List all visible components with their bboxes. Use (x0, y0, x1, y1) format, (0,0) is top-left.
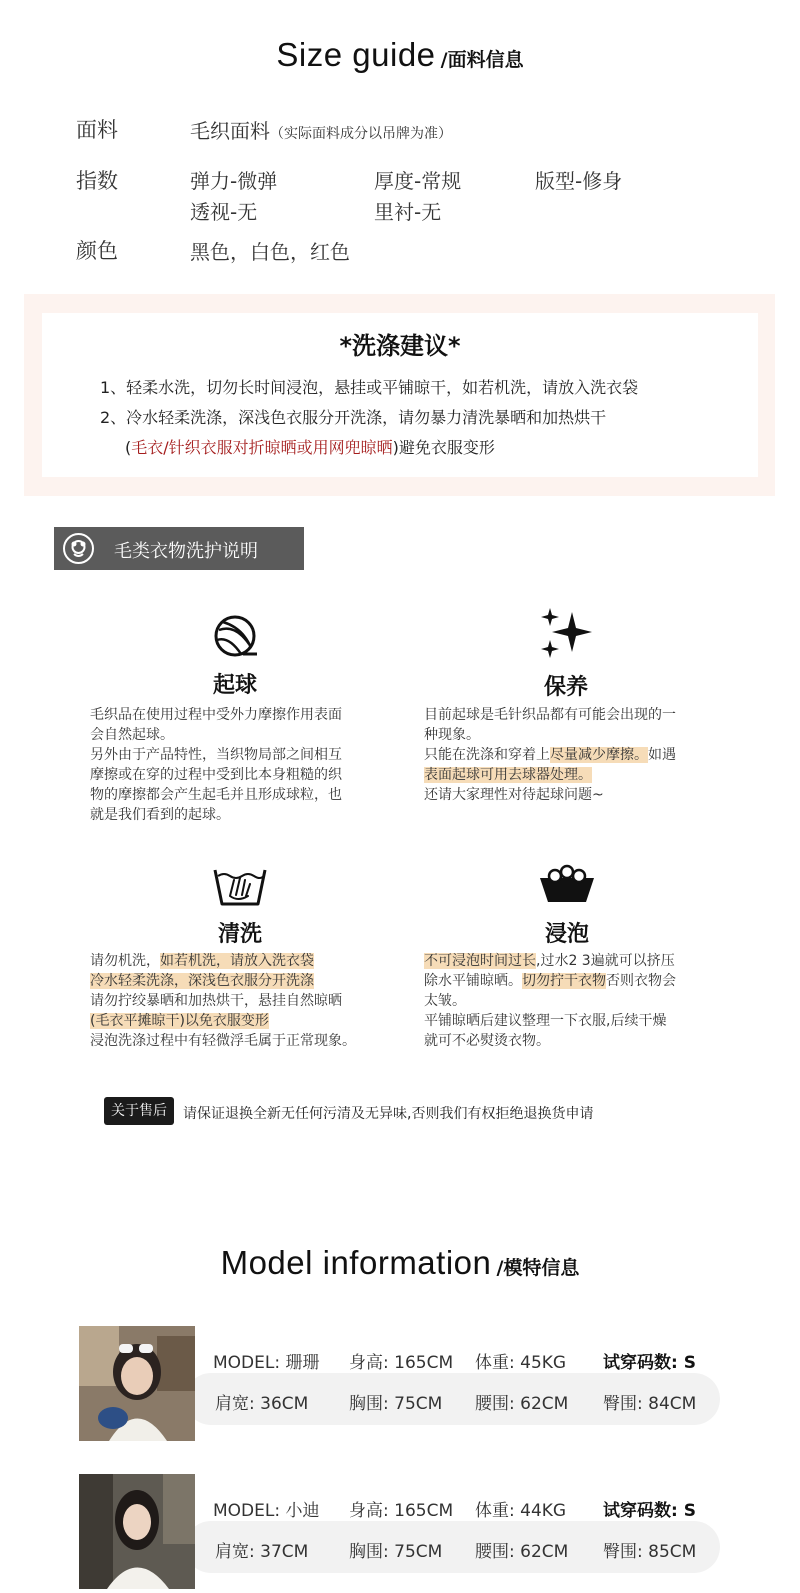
soaking-line: 平铺晾晒后建议整理一下衣服,后续干燥 (424, 1013, 667, 1029)
thickness-value: 厚度-常规 (374, 169, 462, 193)
model-1-weight: 体重: 45KG (475, 1353, 567, 1373)
pilling-heading: 起球 (212, 673, 257, 698)
care-banner-label: 毛类衣物洗护说明 (114, 541, 258, 562)
soaking-line: 就可不必熨烫衣物。 (424, 1033, 550, 1049)
material-value (190, 115, 452, 144)
elasticity-value: 弹力-微弹 (190, 169, 278, 193)
model-1-name: MODEL: 珊珊 (213, 1353, 320, 1373)
model-2-chest: 胸围: 75CM (349, 1542, 443, 1562)
soaking-line (424, 951, 724, 971)
model-2-shoulder: 肩宽: 37CM (215, 1542, 309, 1562)
model-2-hip: 臀围: 85CM (603, 1542, 697, 1562)
washing-care-line: 浸泡洗涤过程中有轻微浮毛属于正常现象。 (90, 1033, 356, 1049)
after-sales-text: 请保证退换全新无任何污清及无异味,否则我们有权拒绝退换货申请 (183, 1106, 594, 1122)
sheep-icon (63, 533, 94, 564)
maintenance-line (424, 765, 724, 785)
index-label: 指数 (76, 169, 118, 193)
washing-title: *洗涤建议* (339, 332, 461, 360)
pilling-line: 物的摩擦都会产生起毛并且形成球粒，也 (90, 787, 342, 803)
washing-line-1: 1、轻柔水洗，切勿长时间浸泡，悬挂或平铺晾干，如若机洗，请放入洗衣袋 (100, 378, 639, 397)
model-1-height: 身高: 165CM (349, 1353, 454, 1373)
washing-care-line (90, 1011, 390, 1031)
soaking-span: 除水平铺晾晒。 (424, 973, 522, 989)
model-2-name: MODEL: 小迪 (213, 1501, 320, 1521)
maintenance-highlight: 尽量减少摩擦。 (550, 747, 648, 763)
washing-care-span: 请勿机洗， (90, 953, 160, 969)
material-label: 面料 (76, 118, 118, 142)
soaking-highlight: 切勿拧干衣物 (522, 973, 606, 989)
soaking-span: 否则衣物会 (606, 973, 676, 989)
washing-line-3-open: ( (125, 438, 132, 457)
soak-basin-icon (538, 864, 596, 908)
washing-care-line: 请勿拧绞暴晒和加热烘干，悬挂自然晾晒 (90, 993, 342, 1009)
size-guide-title-en: Size guide (276, 36, 436, 73)
sparkle-icon (538, 606, 594, 666)
model-1-photo (79, 1326, 195, 1441)
soaking-line: 太皱。 (424, 993, 466, 1009)
maintenance-highlight: 表面起球可用去球器处理。 (424, 767, 592, 783)
pilling-text (90, 705, 390, 825)
maintenance-line: 目前起球是毛针织品都有可能会出现的一 (424, 707, 676, 723)
model-1-hip: 臀围: 84CM (603, 1394, 697, 1414)
transparency-value: 透视-无 (190, 200, 258, 224)
washing-line-3 (125, 435, 495, 458)
washing-line-3-warning: 毛衣/针织衣服对折晾晒或用网兜晾晒 (131, 438, 393, 457)
yarn-ball-icon (213, 614, 259, 664)
model-2-weight: 体重: 44KG (475, 1501, 567, 1521)
maintenance-text-span: 只能在洗涤和穿着上 (424, 747, 550, 763)
lining-value: 里衬-无 (374, 200, 442, 224)
model-info-title-cn: /模特信息 (496, 1257, 580, 1279)
pilling-line: 会自然起球。 (90, 727, 174, 743)
washing-care-highlight: 冷水轻柔洗涤，深浅色衣服分开洗涤 (90, 973, 314, 989)
material-note: （实际面料成分以吊牌为准） (270, 126, 452, 142)
model-1-size: 试穿码数: S (603, 1353, 696, 1373)
model-2-size: 试穿码数: S (603, 1501, 696, 1521)
pilling-line: 摩擦或在穿的过程中受到比本身粗糙的织 (90, 767, 342, 783)
soaking-heading: 浸泡 (544, 922, 589, 947)
maintenance-heading: 保养 (543, 675, 588, 700)
color-values: 黑色，白色，红色 (190, 240, 350, 264)
washing-care-highlight: (毛衣平摊晾干)以免衣服变形 (90, 1013, 269, 1029)
size-guide-title (0, 36, 800, 74)
maintenance-text-span: 如遇 (648, 747, 676, 763)
model-1-chest: 胸围: 75CM (349, 1394, 443, 1414)
model-2-photo (79, 1474, 195, 1589)
material-name: 毛织面料 (190, 119, 270, 143)
washing-heading: 清洗 (217, 922, 262, 947)
model-1-waist: 腰围: 62CM (475, 1394, 569, 1414)
model-2-height: 身高: 165CM (349, 1501, 454, 1521)
size-guide-title-cn: /面料信息 (440, 49, 524, 71)
after-sales-badge: 关于售后 (104, 1097, 174, 1125)
model-info-title (0, 1244, 800, 1282)
soaking-highlight: 不可浸泡时间过长 (424, 953, 536, 969)
washing-text (90, 951, 390, 1051)
washing-care-line (90, 951, 390, 971)
model-info-title-en: Model information (220, 1244, 492, 1281)
pilling-line: 另外由于产品特性，当织物局部之间相互 (90, 747, 342, 763)
washing-line-2: 2、冷水轻柔洗涤，深浅色衣服分开洗涤，请勿暴力清洗暴晒和加热烘干 (100, 408, 607, 427)
soaking-line (424, 971, 724, 991)
washing-care-line (90, 971, 390, 991)
maintenance-line: 还请大家理性对待起球问题~ (424, 787, 604, 803)
pilling-line: 就是我们看到的起球。 (90, 807, 230, 823)
model-1-shoulder: 肩宽: 36CM (215, 1394, 309, 1414)
soaking-span: ,过水2 3遍就可以挤压 (536, 953, 675, 969)
washing-line-3-rest: )避免衣服变形 (392, 438, 495, 457)
maintenance-line (424, 745, 724, 765)
soaking-text (424, 951, 724, 1051)
color-label: 颜色 (76, 239, 118, 263)
maintenance-text (424, 705, 724, 805)
maintenance-line: 种现象。 (424, 727, 480, 743)
hand-wash-icon (212, 862, 268, 912)
pilling-line: 毛织品在使用过程中受外力摩擦作用表面 (90, 707, 342, 723)
fit-value: 版型-修身 (535, 169, 623, 193)
care-banner (54, 527, 304, 570)
washing-care-highlight: 如若机洗，请放入洗衣袋 (160, 953, 314, 969)
model-2-waist: 腰围: 62CM (475, 1542, 569, 1562)
